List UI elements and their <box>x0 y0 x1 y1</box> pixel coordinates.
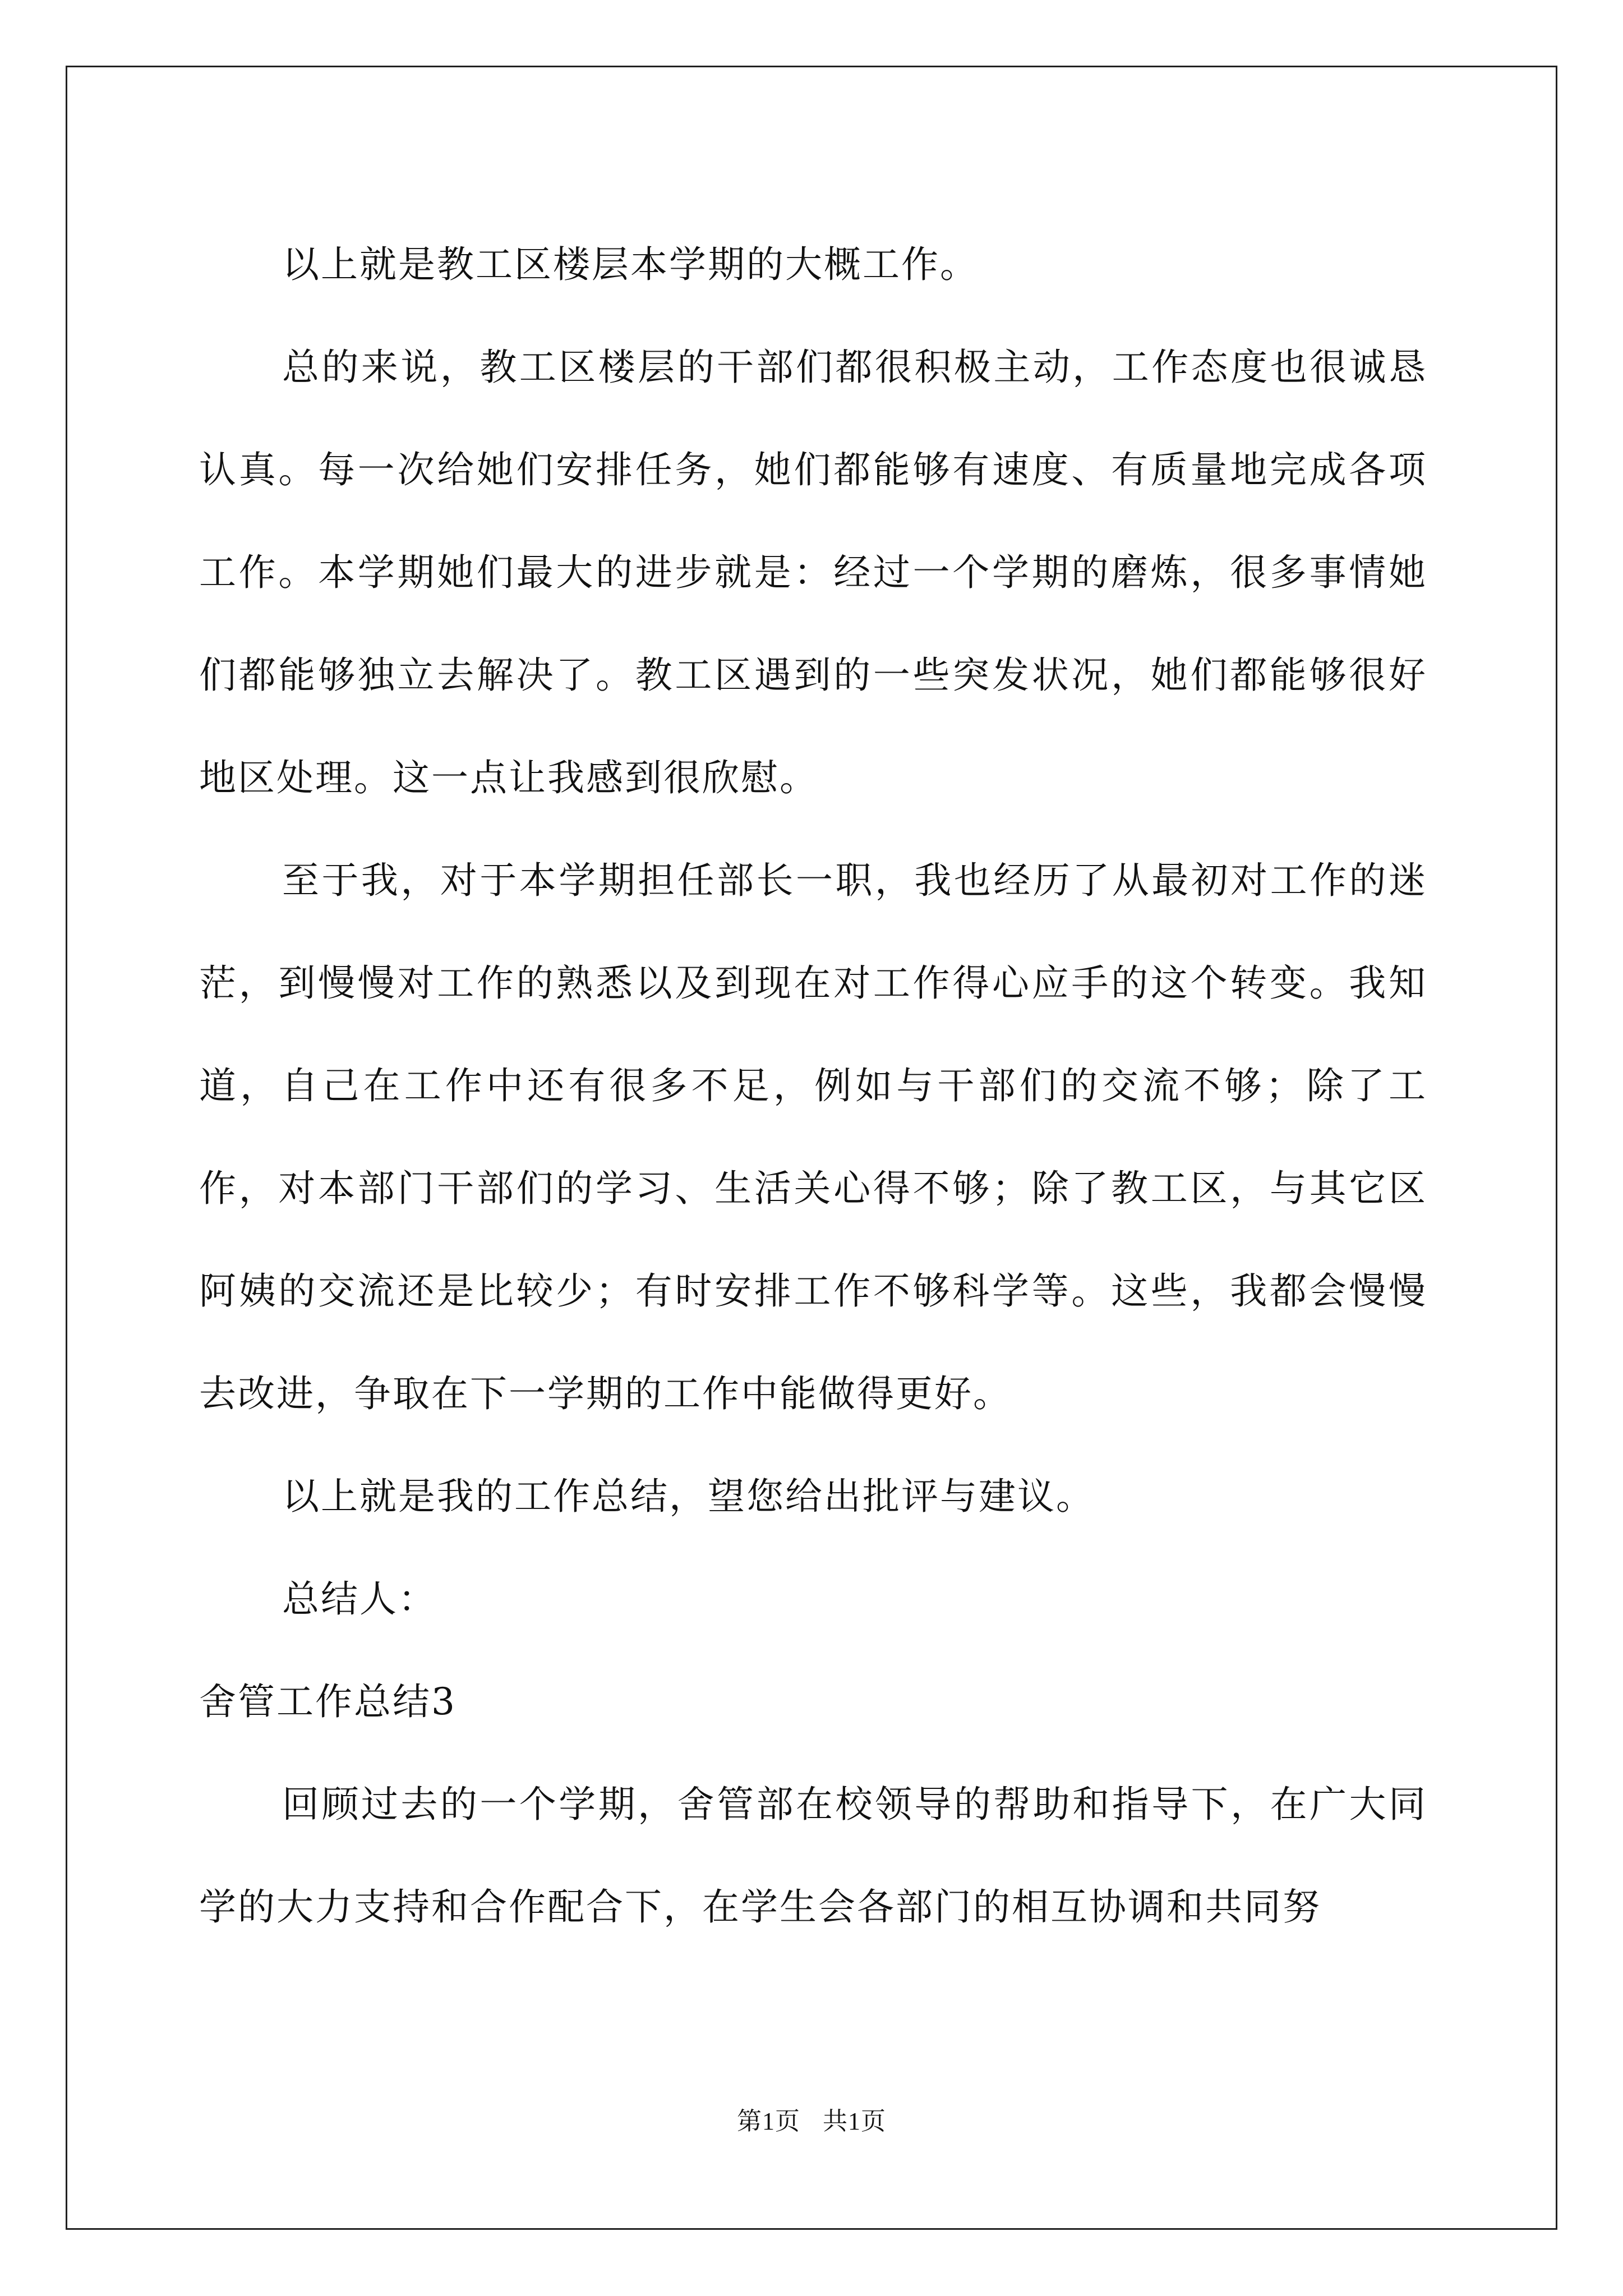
signature-line: 总结人： <box>282 1577 437 1621</box>
paragraph: 回顾过去的一个学期，舍管部在校领导的帮助和指导下，在广大同学的大力支持和合作配合下，在学生会各部门的相互协调和共同努 <box>199 1783 1427 1929</box>
paragraph: 以上就是教工区楼层本学期的大概工作。 <box>282 243 979 286</box>
page-total: 共1页 <box>823 2108 886 2135</box>
document-body <box>199 213 1427 1958</box>
paragraph: 总的来说，教工区楼层的干部们都很积极主动，工作态度也很诚恳认真。每一次给她们安排任务，她们都能够有速度、有质量地完成各项工作。本学期她们最大的进步就是：经过一个学期的磨炼，很多事情她们都能够独立去解决了。教工区遇到的一些突发状况，她们都能够很好地区处理。这一点让我感到很欣慰。 <box>199 346 1427 799</box>
page-footer <box>0 2101 1623 2137</box>
section-heading: 舍管工作总结3 <box>199 1680 457 1723</box>
paragraph: 至于我，对于本学期担任部长一职，我也经历了从最初对工作的迷茫，到慢慢对工作的熟悉以及到现在对工作得心应手的这个转变。我知道，自己在工作中还有很多不足，例如与干部们的交流不够；除了工作，对本部门干部们的学习、生活关心得不够；除了教工区，与其它区阿姨的交流还是比较少；有时安排工作不够科学等。这些，我都会慢慢去改进，争取在下一学期的工作中能做得更好。 <box>199 859 1427 1415</box>
page-number: 第1页 <box>737 2108 800 2135</box>
paragraph: 以上就是我的工作总结，望您给出批评与建议。 <box>282 1475 1095 1518</box>
